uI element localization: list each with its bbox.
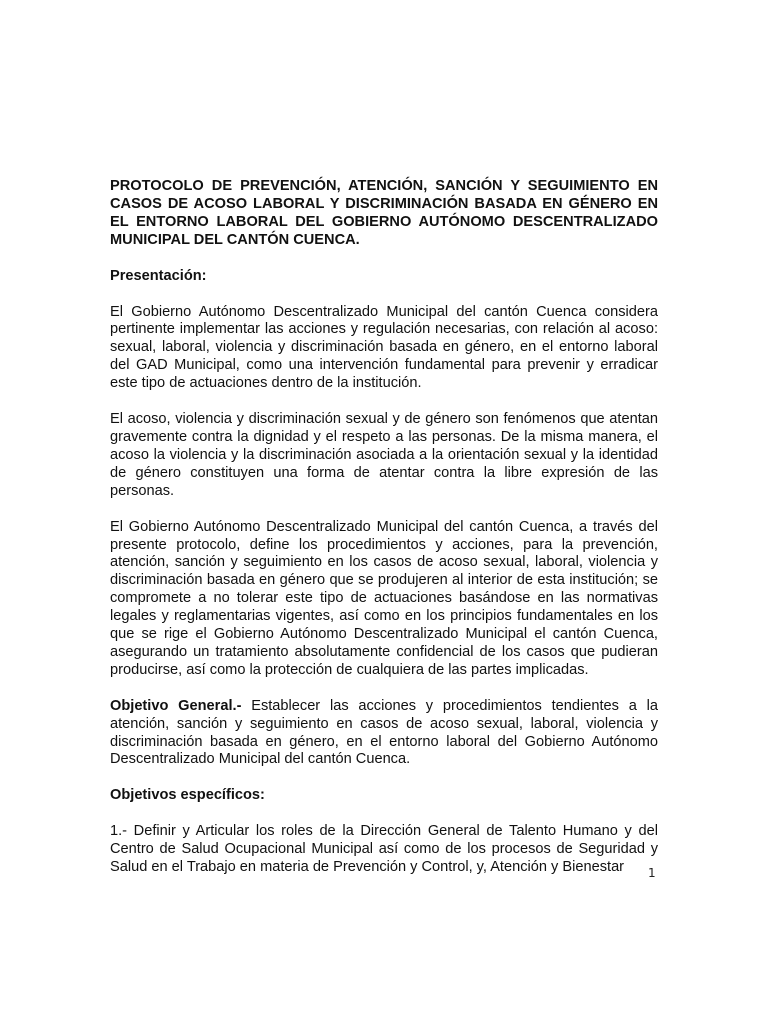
objetivos-especificos-heading: Objetivos específicos: bbox=[110, 787, 265, 804]
objetivo-general-paragraph bbox=[110, 698, 658, 770]
objetivo-general-text: Establecer las acciones y procedimientos tendientes a la atención, sanción y seguimiento en casos de acoso sexual, laboral, violencia y discriminación basada en género, en el entorno laboral del Gobierno Autónomo Descentralizado Municipal del cantón Cuenca. bbox=[110, 697, 658, 768]
objetivo-general-label: Objetivo General.- bbox=[110, 697, 242, 714]
page-number: 1 bbox=[648, 866, 656, 880]
presentacion-paragraph-3: El Gobierno Autónomo Descentralizado Municipal del cantón Cuenca, a través del presente protocolo, define los procedimientos y acciones, para la prevención, atención, sanción y seguimiento en los casos de acoso sexual, laboral, violencia y discriminación basada en género que se produjeren al interior de esta institución; se compromete a no tolerar este tipo de actuaciones basándose en las normativas legales y reglamentarias vigentes, así como en los principios fundamentales en los que se rige el Gobierno Autónomo Descentralizado Municipal el cantón Cuenca, asegurando un tratamiento absolutamente confidencial de los casos que pudieran producirse, así como la protección de cualquiera de las partes implicadas. bbox=[110, 518, 658, 678]
objetivo-especifico-1: 1.- Definir y Articular los roles de la Dirección General de Talento Humano y del Centro de Salud Ocupacional Municipal así como de los procesos de Seguridad y Salud en el Trabajo en materia de Prevención y Control, y, Atención y Bienestar bbox=[110, 823, 658, 876]
document-title: PROTOCOLO DE PREVENCIÓN, ATENCIÓN, SANCIÓN Y SEGUIMIENTO EN CASOS DE ACOSO LABORAL Y DISCRIMINACIÓN BASADA EN GÉNERO EN EL ENTORNO LABORAL DEL GOBIERNO AUTÓNOMO DESCENTRALIZADO MUNICIPAL DEL CANTÓN CUENCA. bbox=[110, 178, 658, 248]
presentacion-heading: Presentación: bbox=[110, 267, 207, 284]
document-body bbox=[110, 178, 658, 895]
presentacion-paragraph-1: El Gobierno Autónomo Descentralizado Municipal del cantón Cuenca considera pertinente implementar las acciones y regulación necesarias, con relación al acoso: sexual, laboral, violencia y discriminación basada en género, en el entorno laboral del GAD Municipal, como una intervención fundamental para prevenir y erradicar este tipo de actuaciones dentro de la institución. bbox=[110, 303, 658, 392]
presentacion-paragraph-2: El acoso, violencia y discriminación sexual y de género son fenómenos que atentan gravemente contra la dignidad y el respeto a las personas. De la misma manera, el acoso la violencia y la discriminación asociada a la orientación sexual y la identidad de género constituyen una forma de atentar contra la libre expresión de las personas. bbox=[110, 411, 658, 499]
